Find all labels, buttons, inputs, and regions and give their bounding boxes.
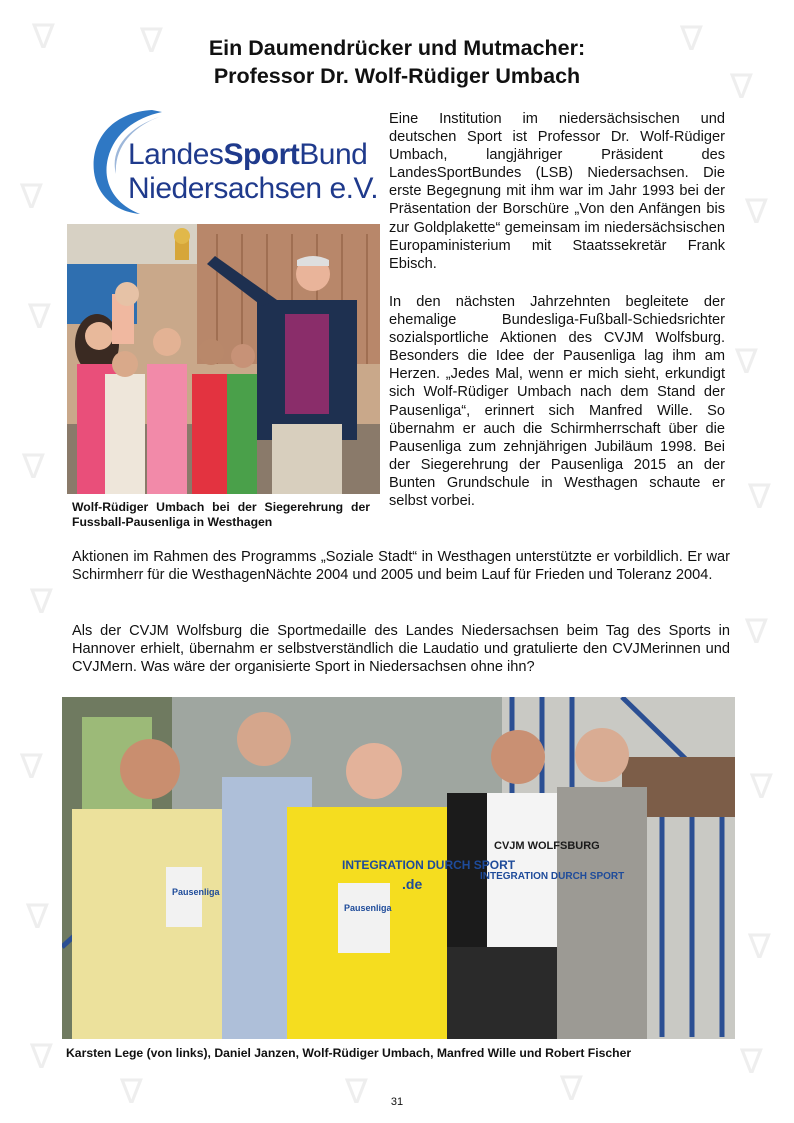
watermark-icon: ∇ <box>745 612 768 652</box>
watermark-icon: ∇ <box>735 342 758 382</box>
watermark-icon: ∇ <box>22 447 45 487</box>
title-line-1: Ein Daumendrücker und Mutmacher: <box>208 36 586 60</box>
paragraph-sportmedaille: Als der CVJM Wolfsburg die Sportmedaille des Landes Niedersachsen beim Tag des Sports in Hannover erhielt, übernahm er selbstverständlich die Laudatio und gratulierte den CVJMerinnen und CVJMern. Was wäre der organisierte Sport in Niedersachsen ohne ihn? <box>72 623 730 676</box>
watermark-icon: ∇ <box>748 927 771 967</box>
paragraph-soziale-stadt: Aktionen im Rahmen des Programms „Soziale Stadt“ in Westhagen unterstützte er vorbildlich. Er war Schirmherr für die WesthagenNächte 2004 und 2005 und beim Lauf für Frieden und Toleranz 2004. <box>72 549 730 584</box>
logo-line-1: LandesSportBund <box>128 138 368 171</box>
watermark-icon: ∇ <box>30 1037 53 1077</box>
watermark-icon: ∇ <box>20 747 43 787</box>
page-number: 31 <box>390 1096 404 1108</box>
lsb-logo <box>84 104 379 216</box>
watermark-icon: ∇ <box>740 1042 763 1082</box>
svg-text:INTEGRATION DURCH SPORT: INTEGRATION DURCH SPORT <box>342 858 516 872</box>
svg-text:CVJM WOLFSBURG: CVJM WOLFSBURG <box>494 840 600 852</box>
logo-line-2: Niedersachsen e.V. <box>128 172 379 205</box>
watermark-icon: ∇ <box>28 297 51 337</box>
svg-text:INTEGRATION DURCH SPORT: INTEGRATION DURCH SPORT <box>480 871 625 882</box>
svg-text:Pausenliga: Pausenliga <box>172 887 220 897</box>
watermark-icon: ∇ <box>730 67 753 107</box>
watermark-icon: ∇ <box>140 21 163 61</box>
svg-text:Pausenliga: Pausenliga <box>344 903 392 913</box>
svg-text:.de: .de <box>402 876 423 892</box>
watermark-icon: ∇ <box>750 767 773 807</box>
photo-group <box>62 697 735 1039</box>
watermark-icon: ∇ <box>32 17 55 57</box>
watermark-icon: ∇ <box>748 477 771 517</box>
photo-group-caption: Karsten Lege (von links), Daniel Janzen, Wolf-Rüdiger Umbach, Manfred Wille und Robert Fischer <box>66 1046 632 1060</box>
watermark-icon: ∇ <box>30 582 53 622</box>
paragraph-pausenliga: In den nächsten Jahrzehnten begleitete der ehemalige Bundesliga-Fußball-Schiedsrichter sozialsportliche Aktionen des CVJM Wolfsburg. Besonders die Idee der Pausenliga lag ihm am Herzen. „Jedes Mal, wenn er mich sieht, erkundigt sich Wolf-Rüdiger Umbach nach dem Stand der Pausenliga“, erinnert sich Manfred Wille. So übernahm er auch die Schirmherrschaft über die Pausenliga zum zehnjährigen Jubiläum 1998. Bei der Siegerehrung der Pausenliga 2015 an der Bunten Grundschule in Westhagen schaute er selbst vorbei. <box>389 294 725 510</box>
paragraph-intro: Eine Institution im niedersächsischen und deutschen Sport ist Professor Dr. Wolf-Rüdiger Umbach, langjähriger Präsident des LandesSportBundes (LSB) Niedersachsen. Die erste Begegnung mit ihm war im Jahr 1993 bei der Präsentation der Borschüre „Von den Anfängen bis zur Goldplakette“ gemeinsam im niedersächsischen Europaministerium mit Staatssekretär Frank Ebisch. <box>389 111 725 272</box>
page-title <box>60 34 734 90</box>
watermark-icon: ∇ <box>680 19 703 59</box>
watermark-icon: ∇ <box>20 177 43 217</box>
watermark-icon: ∇ <box>745 192 768 232</box>
photo-award-ceremony <box>67 224 380 494</box>
watermark-icon: ∇ <box>26 897 49 937</box>
title-line-2: Professor Dr. Wolf-Rüdiger Umbach <box>213 64 581 88</box>
watermark-icon: ∇ <box>345 1072 368 1112</box>
photo-award-caption: Wolf-Rüdiger Umbach bei der Siegerehrung der Fussball-Pausenliga in Westhagen <box>72 500 370 529</box>
watermark-icon: ∇ <box>120 1072 143 1112</box>
watermark-icon: ∇ <box>560 1069 583 1109</box>
